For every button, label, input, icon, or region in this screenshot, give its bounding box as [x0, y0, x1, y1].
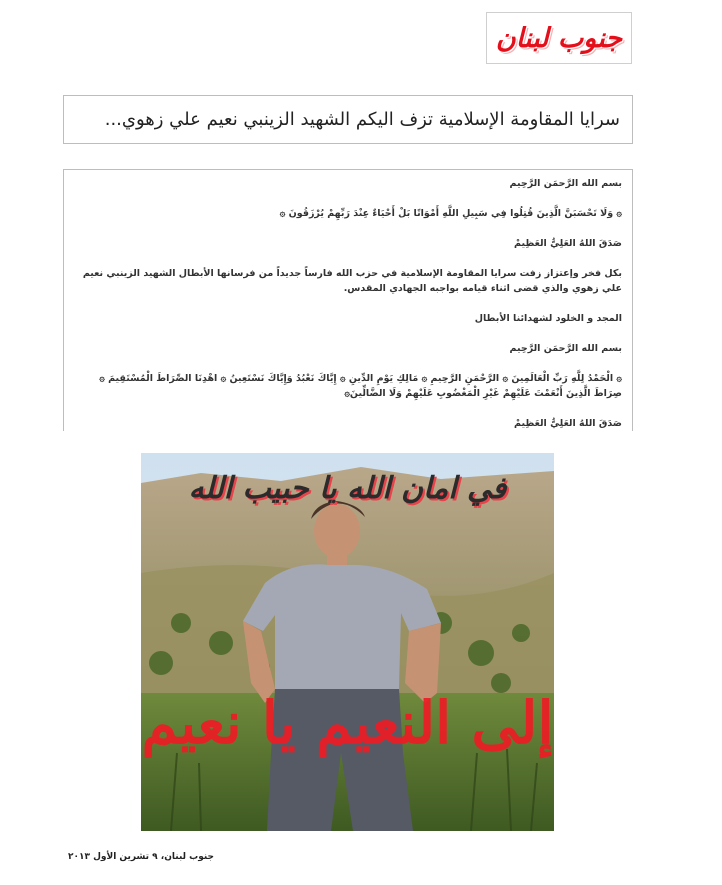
- basmala-2: بسم الله الرَّحمَن الرَّحِيم: [509, 343, 622, 354]
- article-title: سرايا المقاومة الإسلامية تزف اليكم الشهيد الزينبي نعيم علي زهوي...: [104, 109, 620, 130]
- photo-top-caption: في امان الله يا حبيب الله: [188, 471, 507, 506]
- basmala-1: بسم الله الرَّحمَن الرَّحِيم: [509, 178, 622, 189]
- footer-caption: جنوب لبنان، ٩ تشرين الأول ٢٠١٣: [67, 852, 214, 862]
- martyr-photo: [141, 453, 554, 831]
- photo-bottom-caption: إلى النعيم يا نعيم: [141, 689, 554, 757]
- logo-text: جنوب لبنان: [495, 22, 623, 54]
- glory-text: المجد و الخلود لشهدائنا الأبطال: [474, 313, 622, 324]
- article-body: [63, 169, 633, 431]
- site-logo[interactable]: [486, 12, 632, 64]
- verse-1: ۞ وَلَا تَحْسَبَنَّ الَّذِينَ قُتِلُوا فِي سَبِيلِ اللَّهِ أَمْوَاتًا بَلْ أَحْيَاءٌ عِنْدَ رَبِّهِمْ يُرْزَقُونَ ۞: [279, 208, 622, 219]
- sadaqa-1: صَدَقَ اللهُ العَلِيُّ العَظِيمْ: [514, 238, 622, 249]
- sadaqa-2: صَدَقَ اللهُ العَلِيُّ العَظِيمْ: [514, 418, 622, 429]
- article-title-box: [63, 95, 633, 144]
- announcement-text: بكل فخر وإعتزاز زفت سرايا المقاومة الإسلامية في حزب الله فارساً جديداً من فرسانها الأبطال الشهيد الزينبي نعيم علي زهوي والذي قضى اثناء قيامه بواجبه الجهادي المقدس.: [82, 268, 622, 294]
- fatiha-verse: ۞ الْحَمْدُ لِلَّهِ رَبِّ الْعَالَمِينَ ۞ الرَّحْمَنِ الرَّحِيمِ ۞ مَالِكِ يَوْمِ الدِّينِ ۞ إِيَّاكَ نَعْبُدُ وَإِيَّاكَ نَسْتَعِينُ ۞ اهْدِنَا الصِّرَاطَ الْمُسْتَقِيمَ ۞ صِرَاطَ الَّذِينَ أَنْعَمْتَ عَلَيْهِمْ غَيْرِ الْمَغْضُوبِ عَلَيْهِمْ وَلَا الضَّالِّينَ۞: [99, 373, 622, 399]
